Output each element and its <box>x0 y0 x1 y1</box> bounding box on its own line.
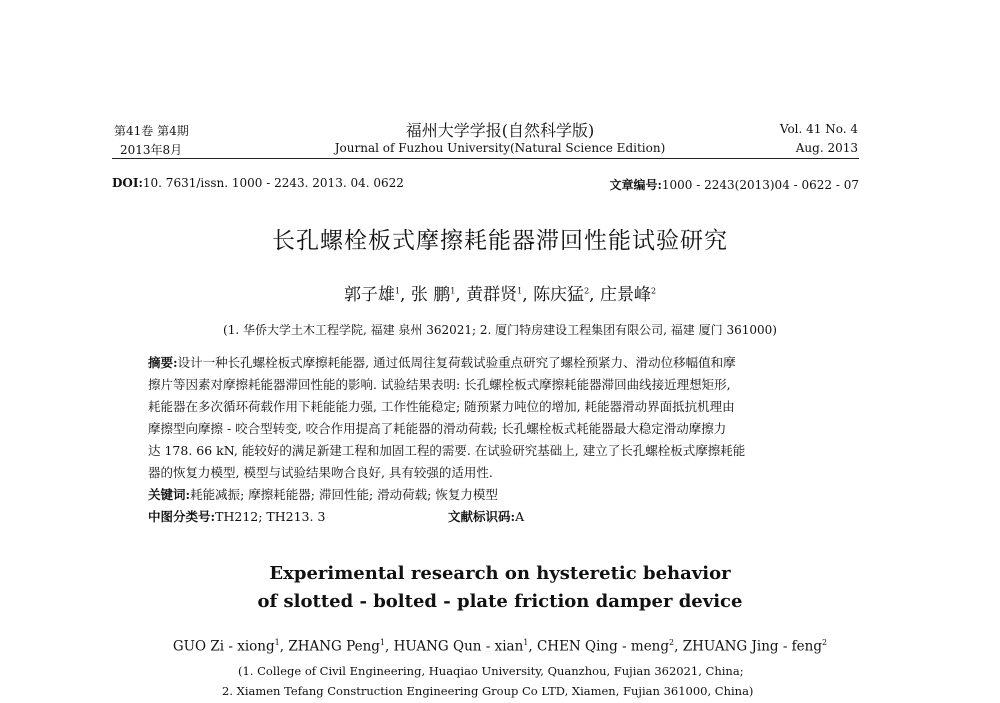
paper-title-cn: 长孔螺栓板式摩擦耗能器滞回性能试验研究 <box>272 228 728 254</box>
author-affiliation-mark: 1 <box>523 638 529 647</box>
classification-label: 中图分类号: <box>148 509 216 524</box>
volume-en: Vol. 41 No. 4 <box>779 122 858 136</box>
author-en: HUANG Qun - xian <box>393 638 524 655</box>
article-number-line <box>560 176 859 193</box>
abstract-line: 摩擦型向摩擦 - 咬合型转变, 咬合作用提高了耗能器的滑动荷载; 长孔螺栓板式耗能器最大稳定滑动摩擦力 <box>148 421 727 436</box>
document-code-value: A <box>515 509 525 524</box>
author-cn: 庄景峰 <box>599 285 651 305</box>
author-affiliation-mark: 1 <box>517 286 523 296</box>
journal-title-cn: 福州大学学报(自然科学版) <box>405 121 595 140</box>
author-en: CHEN Qing - meng <box>536 638 670 655</box>
document-code-label: 文献标识码: <box>448 509 516 524</box>
author-affiliation-mark: 1 <box>379 638 386 647</box>
doi-line <box>112 176 404 190</box>
affiliation-en-line-2: 2. Xiamen Tefang Construction Engineering Group Co LTD, Xiamen, Fujian 361000, China) <box>222 684 754 698</box>
title-en-line-1: Experimental research on hysteretic behavior <box>269 563 731 584</box>
author-affiliation-mark: 1 <box>450 286 456 296</box>
affiliation-cn: (1. 华侨大学土木工程学院, 福建 泉州 362021; 2. 厦门特房建设工程集团有限公司, 福建 厦门 361000) <box>223 323 777 337</box>
paper-title-en <box>0 560 1000 616</box>
date-cn: 2013年8月 <box>120 143 183 157</box>
abstract-line: 耗能器在多次循环荷载作用下耗能能力强, 工作性能稳定; 随预紧力吨位的增加, 耗能器滑动界面抵抗机理由 <box>148 399 735 414</box>
keywords-value: 耗能减振; 摩擦耗能器; 滞回性能; 滑动荷载; 恢复力模型 <box>190 487 498 502</box>
author-list-en: GUO Zi - xiong$^1$, ZHANG Peng$^1$, HUANG Qun - xian$^1$, CHEN Qing - meng$^2$, ZHUANG Jing - feng$^2$ <box>172 638 828 655</box>
author-affiliation-mark: 2 <box>669 638 675 647</box>
author-en: GUO Zi - xiong <box>172 638 275 655</box>
abstract-line: 擦片等因素对摩擦耗能器滞回性能的影响. 试验结果表明: 长孔螺栓板式摩擦耗能器滞回曲线接近理想矩形, <box>148 377 731 392</box>
header-rule <box>112 158 859 159</box>
author-affiliation-mark: 2 <box>650 286 657 296</box>
issue-cn: 第41卷 第4期 <box>114 124 189 138</box>
affiliation-en-line-1: (1. College of Civil Engineering, Huaqiao University, Quanzhou, Fujian 362021, China; <box>238 664 744 678</box>
classification-line <box>148 506 868 528</box>
doi-value: 10. 7631/issn. 1000 - 2243. 2013. 04. 0622 <box>142 176 404 190</box>
author-cn: 黄群贤 <box>466 285 518 305</box>
author-affiliation-mark: 1 <box>394 286 401 296</box>
author-cn: 陈庆猛 <box>533 285 585 305</box>
abstract-label: 摘要: <box>148 355 178 370</box>
title-en-line-2: of slotted - bolted - plate friction damper device <box>257 591 743 612</box>
author-cn: 郭子雄 <box>343 285 395 305</box>
keywords-line <box>148 484 868 506</box>
article-number-value: 1000 - 2243(2013)04 - 0622 - 07 <box>661 178 859 192</box>
author-affiliation-mark: 2 <box>822 638 828 647</box>
classification-value: TH212; TH213. 3 <box>215 509 326 524</box>
abstract-text: 设计一种长孔螺栓板式摩擦耗能器, 通过低周往复荷载试验重点研究了螺栓预紧力、滑动位移幅值和摩 <box>177 355 736 370</box>
abstract-line: 达 178. 66 kN, 能较好的满足新建工程和加固工程的需要. 在试验研究基础上, 建立了长孔螺栓板式摩擦耗能 <box>148 443 746 458</box>
abstract-line <box>148 352 868 374</box>
author-list-cn: 郭子雄$^1$, 张 鹏$^1$, 黄群贤$^1$, 陈庆猛$^2$, 庄景峰$^2$ <box>343 285 657 305</box>
author-en: ZHANG Peng <box>288 638 380 655</box>
abstract-line: 器的恢复力模型, 模型与试验结果吻合良好, 具有较强的适用性. <box>148 465 493 480</box>
document-code <box>448 506 524 528</box>
journal-title-en: Journal of Fuzhou University(Natural Science Edition) <box>334 141 666 155</box>
author-affiliation-mark: 1 <box>274 638 280 647</box>
author-affiliation-mark: 2 <box>584 286 590 296</box>
keywords-label: 关键词: <box>148 487 191 502</box>
article-number-label: 文章编号: <box>609 178 662 192</box>
author-en: ZHUANG Jing - feng <box>682 638 823 655</box>
doi-label: DOI: <box>112 176 143 190</box>
author-cn: 张 鹏 <box>410 285 451 305</box>
abstract-block <box>148 352 868 528</box>
date-en: Aug. 2013 <box>795 141 858 155</box>
